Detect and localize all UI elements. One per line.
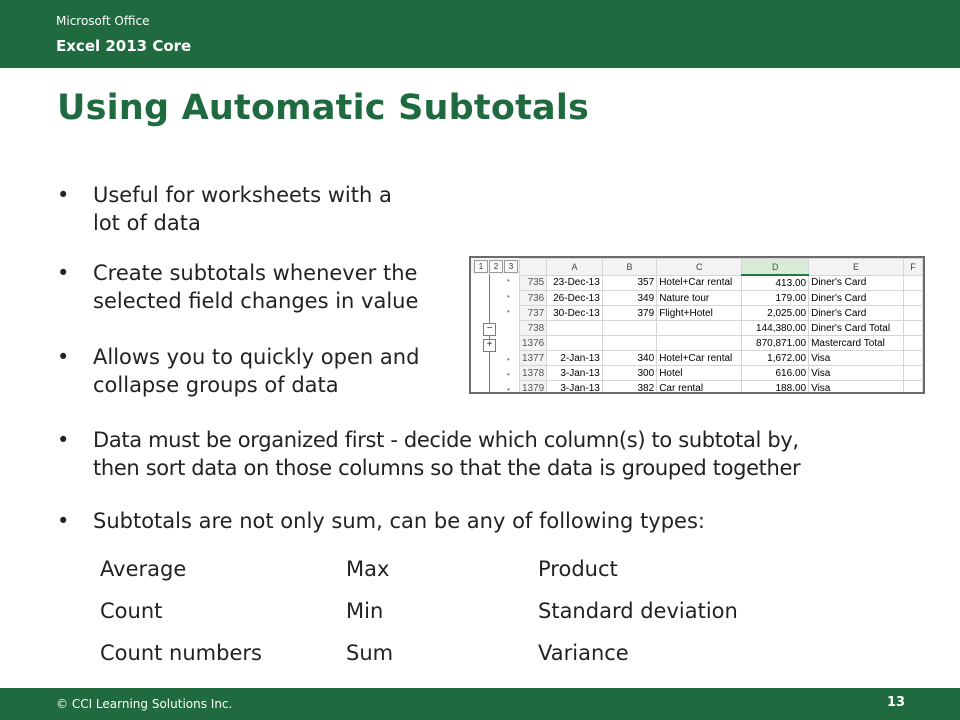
bullet-line: • Useful for worksheets with a	[93, 183, 392, 207]
date-cell[interactable]: 23-Dec-13	[547, 275, 603, 291]
subtotal-type: Count numbers	[100, 641, 262, 665]
date-cell[interactable]: 3-Jan-13	[547, 366, 603, 381]
package-cell[interactable]: Car rental	[657, 381, 742, 395]
bullet-line: then sort data on those columns so that the data is grouped together	[93, 456, 801, 480]
date-cell[interactable]: 3-Jan-13	[547, 381, 603, 395]
bullet-line: • Allows you to quickly open and	[93, 345, 420, 369]
empty-cell[interactable]	[903, 321, 922, 336]
table-row	[520, 351, 923, 366]
row-number[interactable]: 738	[520, 321, 547, 336]
course-name: Excel 2013 Core	[56, 37, 192, 55]
row-number[interactable]: 736	[520, 291, 547, 306]
package-cell[interactable]: Nature tour	[657, 291, 742, 306]
outline-level-button[interactable]: 2	[489, 260, 503, 273]
code-cell[interactable]	[602, 336, 656, 351]
bullet-line: • Data must be organized first - decide which column(s) to subtotal by,	[93, 428, 799, 452]
column-header-f[interactable]: F	[903, 259, 922, 276]
package-cell[interactable]	[657, 321, 742, 336]
outline-dot-icon: •	[507, 370, 510, 379]
slide-title: Using Automatic Subtotals	[57, 88, 590, 128]
amount-cell[interactable]: 1,672.00	[742, 351, 809, 366]
bullet-line: lot of data	[93, 211, 201, 235]
outline-gutter	[471, 274, 520, 394]
corner-cell[interactable]	[520, 259, 547, 276]
bullet-item	[93, 426, 800, 482]
subtotal-row	[520, 336, 923, 351]
row-number[interactable]: 1379	[520, 381, 547, 395]
product-name: Microsoft Office	[56, 14, 150, 28]
empty-cell[interactable]	[903, 291, 922, 306]
subtotal-amount-cell[interactable]: 870,871.00	[742, 336, 809, 351]
page-number: 13	[887, 695, 906, 710]
code-cell[interactable]: 382	[602, 381, 656, 395]
row-number[interactable]: 1378	[520, 366, 547, 381]
subtotal-type: Variance	[538, 641, 629, 665]
bullet-item	[93, 259, 418, 315]
table-row	[520, 275, 923, 291]
outline-level-bar	[471, 258, 519, 275]
card-cell[interactable]: Visa	[809, 366, 904, 381]
bullet-item	[93, 507, 705, 535]
bullet-line: • Create subtotals whenever the	[93, 261, 418, 285]
amount-cell[interactable]: 616.00	[742, 366, 809, 381]
amount-cell[interactable]: 413.00	[742, 275, 809, 291]
row-number[interactable]: 1376	[520, 336, 547, 351]
bullet-line: • Subtotals are not only sum, can be any of following types:	[93, 509, 705, 533]
empty-cell[interactable]	[903, 381, 922, 395]
empty-cell[interactable]	[903, 306, 922, 321]
date-cell[interactable]: 30-Dec-13	[547, 306, 603, 321]
subtotal-type: Sum	[346, 641, 394, 665]
empty-cell[interactable]	[903, 351, 922, 366]
bullet-line: selected field changes in value	[93, 289, 419, 313]
card-cell[interactable]: Diner's Card	[809, 291, 904, 306]
copyright-text: © CCI Learning Solutions Inc.	[56, 697, 233, 711]
empty-cell[interactable]	[903, 366, 922, 381]
package-cell[interactable]: Flight+Hotel	[657, 306, 742, 321]
package-cell[interactable]: Hotel	[657, 366, 742, 381]
table-row	[520, 291, 923, 306]
date-cell[interactable]: 2-Jan-13	[547, 351, 603, 366]
package-cell[interactable]: Hotel+Car rental	[657, 351, 742, 366]
excel-subtotal-screenshot	[469, 256, 925, 394]
code-cell[interactable]: 349	[602, 291, 656, 306]
column-header-row	[520, 259, 923, 276]
table-row	[520, 306, 923, 321]
outline-dot-icon: •	[507, 385, 510, 394]
subtotal-amount-cell[interactable]: 144,380.00	[742, 321, 809, 336]
footer-bar	[0, 688, 960, 720]
subtotal-type: Average	[100, 557, 187, 581]
code-cell[interactable]: 379	[602, 306, 656, 321]
subtotal-label-cell[interactable]: Diner's Card Total	[809, 321, 904, 336]
column-header-c[interactable]: C	[657, 259, 742, 276]
date-cell[interactable]	[547, 321, 603, 336]
bullet-line: collapse groups of data	[93, 373, 339, 397]
column-header-e[interactable]: E	[809, 259, 904, 276]
subtotal-type: Standard deviation	[538, 599, 738, 623]
row-number[interactable]: 735	[520, 275, 547, 291]
card-cell[interactable]: Diner's Card	[809, 275, 904, 291]
worksheet-grid	[519, 258, 923, 394]
empty-cell[interactable]	[903, 336, 922, 351]
subtotal-type: Product	[538, 557, 618, 581]
column-header-b[interactable]: B	[602, 259, 656, 276]
column-header-d[interactable]: D	[742, 259, 809, 276]
date-cell[interactable]	[547, 336, 603, 351]
code-cell[interactable]: 357	[602, 275, 656, 291]
subtotal-type: Count	[100, 599, 163, 623]
outline-dot-icon: •	[507, 355, 510, 364]
bullet-item	[93, 343, 419, 399]
outline-level-button[interactable]: 3	[504, 260, 518, 273]
collapse-group-icon[interactable]: −	[483, 323, 496, 336]
code-cell[interactable]: 340	[602, 351, 656, 366]
amount-cell[interactable]: 179.00	[742, 291, 809, 306]
subtotal-row	[520, 321, 923, 336]
table-row	[520, 381, 923, 395]
outline-dot-icon: •	[507, 292, 510, 301]
column-header-a[interactable]: A	[547, 259, 603, 276]
subtotal-type: Min	[346, 599, 384, 623]
amount-cell[interactable]: 2,025.00	[742, 306, 809, 321]
bullet-item	[93, 181, 392, 237]
card-cell[interactable]: Visa	[809, 381, 904, 395]
outline-dot-icon: •	[507, 276, 510, 285]
table-row	[520, 366, 923, 381]
row-number[interactable]: 1377	[520, 351, 547, 366]
package-cell[interactable]	[657, 336, 742, 351]
amount-cell[interactable]: 188.00	[742, 381, 809, 395]
code-cell[interactable]: 300	[602, 366, 656, 381]
row-number[interactable]: 737	[520, 306, 547, 321]
code-cell[interactable]	[602, 321, 656, 336]
subtotal-label-cell[interactable]: Mastercard Total	[809, 336, 904, 351]
package-cell[interactable]: Hotel+Car rental	[657, 275, 742, 291]
card-cell[interactable]: Visa	[809, 351, 904, 366]
empty-cell[interactable]	[903, 275, 922, 291]
outline-dot-icon: •	[507, 307, 510, 316]
date-cell[interactable]: 26-Dec-13	[547, 291, 603, 306]
outline-level-button[interactable]: 1	[474, 260, 488, 273]
expand-group-icon[interactable]: +	[483, 339, 496, 352]
card-cell[interactable]: Diner's Card	[809, 306, 904, 321]
header-bar	[0, 0, 960, 68]
subtotal-type: Max	[346, 557, 390, 581]
